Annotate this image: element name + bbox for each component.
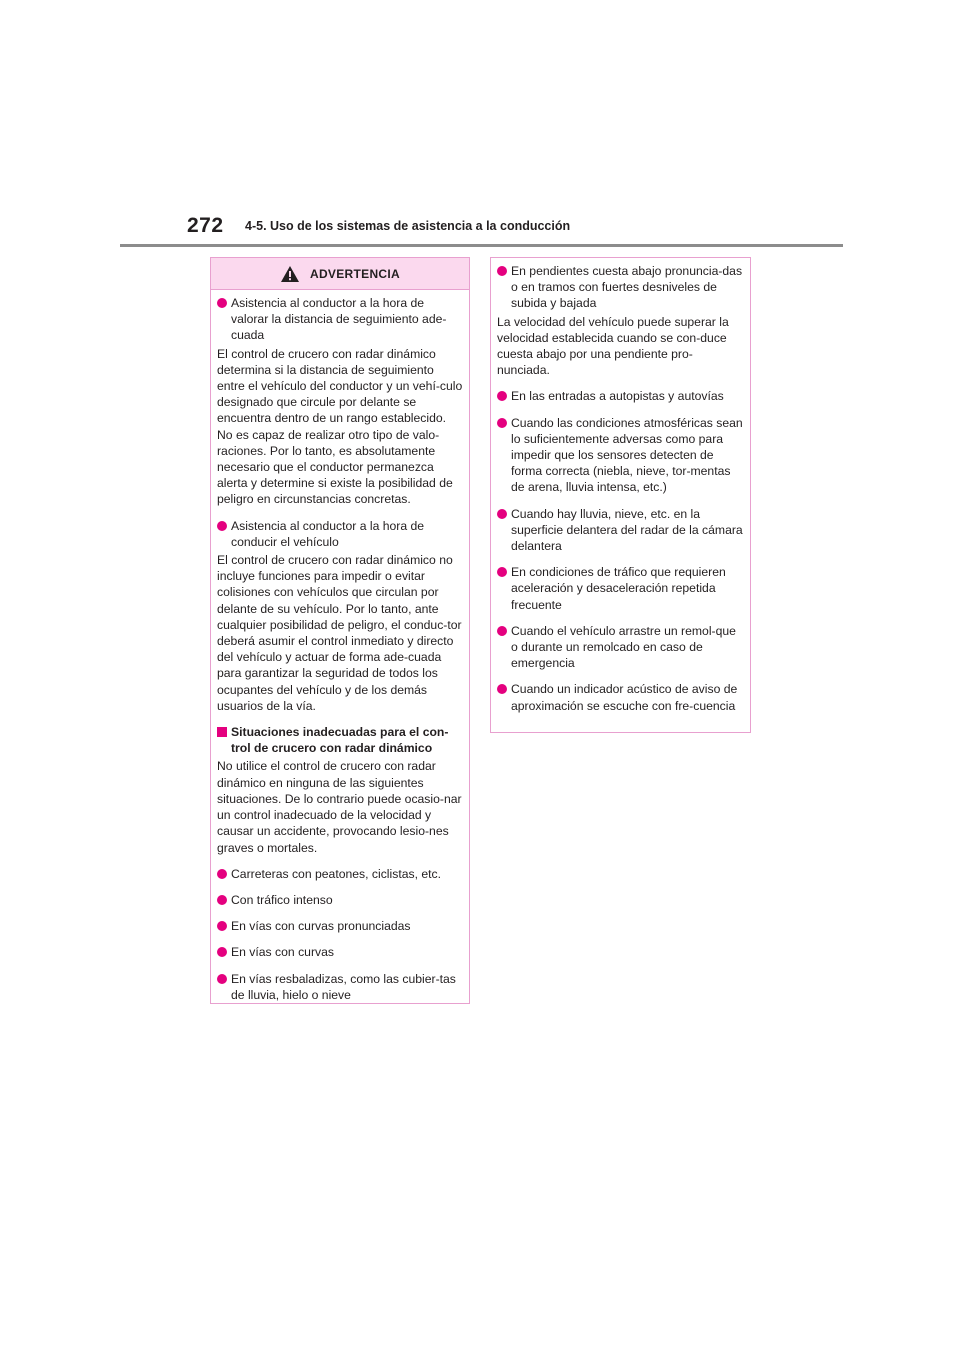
paragraph: El control de crucero con radar dinámico no incluye funciones para impedir o evitar colisiones con vehículos que circulan por delante de su vehículo. Por lo tanto, ante cualquier posibilidad de peligro, el conduc-tor deberá asumir el control inmediato y directo del vehículo y actuar de forma ade-cuada para garantizar la seguridad de todos los ocupantes del vehículo y de los demás usuarios de la vía.	[217, 553, 462, 713]
page-number: 272	[187, 214, 224, 237]
list-item-text: En las entradas a autopistas y autovías	[511, 389, 724, 404]
list-item-text: En vías con curvas pronunciadas	[231, 919, 411, 934]
list-item-text: Cuando hay lluvia, nieve, etc. en la superficie delantera del radar de la cámara delantera	[511, 506, 743, 554]
list-item	[217, 971, 463, 1003]
section-title: 4-5. Uso de los sistemas de asistencia a la conducción	[245, 219, 571, 233]
bullet-dot-icon	[497, 567, 507, 577]
warning-box-right	[490, 257, 751, 733]
list-item	[217, 518, 463, 550]
paragraph: El control de crucero con radar dinámico determina si la distancia de seguimiento entre el vehículo del conductor y un vehí-culo designado que circule por delante se encuentra dentro de un rango establecido. No es capaz de realizar otro tipo de valo-raciones. Por lo tanto, es absolutamente necesario que el conductor permanezca alerta y determine si existe la posibilidad de peligro en circunstancias concretas.	[217, 346, 463, 507]
warning-content-left	[217, 290, 463, 1003]
bullet-dot-icon	[217, 974, 227, 984]
list-item-text: En vías resbaladizas, como las cubier-tas de lluvia, hielo o nieve	[231, 971, 456, 1002]
subheading	[217, 724, 463, 756]
warning-header	[211, 258, 469, 290]
list-item-text: Asistencia al conductor a la hora de valorar la distancia de seguimiento ade-cuada	[231, 296, 447, 343]
list-item-text: En condiciones de tráfico que requieren aceleración y desaceleración repetida frecuente	[511, 565, 726, 612]
bullet-dot-icon	[497, 509, 507, 519]
list-item-text: Cuando un indicador acústico de aviso de aproximación se escuche con fre-cuencia	[511, 682, 738, 713]
warning-box-left	[210, 257, 470, 1004]
list-item	[217, 866, 463, 882]
bullet-dot-icon	[217, 921, 227, 931]
bullet-dot-icon	[497, 684, 507, 694]
paragraph: La velocidad del vehículo puede superar la velocidad establecida cuando se con-duce cuesta abajo por una pendiente pro-nunciada.	[497, 314, 729, 378]
list-item-text: Carreteras con peatones, ciclistas, etc.	[231, 866, 441, 881]
bullet-dot-icon	[217, 895, 227, 905]
list-item	[217, 918, 463, 934]
list-item	[497, 623, 744, 672]
list-item	[497, 506, 744, 555]
paragraph: No utilice el control de crucero con radar dinámico en ninguna de las siguientes situaciones. De lo contrario puede ocasio-nar un control inadecuado de la velocidad y causar un accidente, provocando lesio-nes graves o mortales.	[217, 759, 462, 855]
subheading-text: Situaciones inadecuadas para el con-trol de crucero con radar dinámico	[231, 725, 449, 756]
bullet-dot-icon	[217, 947, 227, 957]
list-item-text: En vías con curvas	[231, 945, 334, 960]
list-item	[217, 295, 463, 344]
list-item	[497, 263, 744, 312]
bullet-dot-icon	[497, 266, 507, 276]
warning-triangle-icon	[280, 265, 300, 283]
square-bullet-icon	[217, 727, 227, 737]
bullet-dot-icon	[497, 626, 507, 636]
list-item-text: Cuando las condiciones atmosféricas sean lo suficientemente adversas como para impedir que los sensores detecten de forma correcta (niebla, nieve, tor-mentas de arena, lluvia intensa, etc.)	[511, 415, 743, 495]
warning-title: ADVERTENCIA	[310, 266, 400, 281]
list-item-text: En pendientes cuesta abajo pronuncia-das o en tramos con fuertes desniveles de subida y bajada	[511, 264, 743, 311]
bullet-dot-icon	[497, 391, 507, 401]
list-item-text: Cuando el vehículo arrastre un remol-que o durante un remolcado en caso de emergencia	[511, 623, 736, 671]
list-item	[497, 388, 744, 404]
list-item	[217, 892, 463, 908]
list-item	[217, 944, 463, 960]
bullet-dot-icon	[497, 418, 507, 428]
header-rule	[120, 244, 843, 247]
list-item	[497, 415, 744, 496]
list-item	[497, 564, 744, 613]
list-item-text: Asistencia al conductor a la hora de conducir el vehículo	[231, 518, 425, 549]
list-item	[497, 681, 744, 713]
warning-content-right	[497, 258, 744, 714]
bullet-dot-icon	[217, 869, 227, 879]
list-item-text: Con tráfico intenso	[231, 892, 333, 907]
bullet-dot-icon	[217, 298, 227, 308]
bullet-dot-icon	[217, 521, 227, 531]
